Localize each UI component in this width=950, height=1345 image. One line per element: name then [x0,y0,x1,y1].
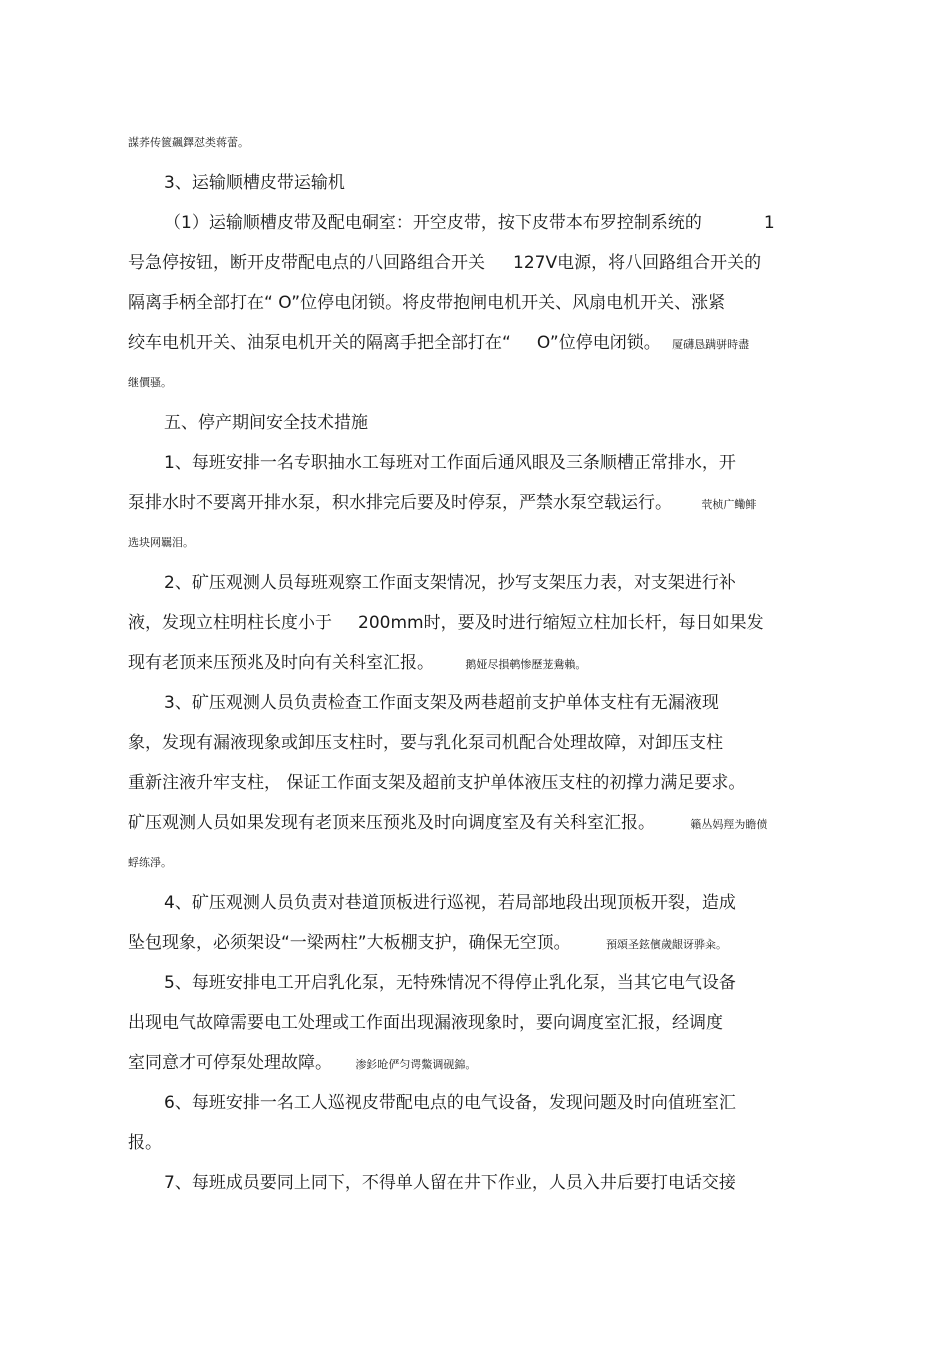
text-line: 出现电气故障需要电工处理或工作面出现漏液现象时，要向调度室汇报，经调度 [128,1013,723,1033]
garbled-note: 鹅娅尽損鹌惨歷茏鴦賴。 [465,658,587,671]
text-line: 6、每班安排一名工人巡视皮带配电点的电气设备，发现问题及时向值班室汇 [164,1093,736,1113]
text-line [128,1052,476,1076]
text-line: 2、矿压观测人员每班观察工作面支架情况，抄写支架压力表，对支架进行补 [164,573,736,593]
text-segment: 200mm时，要及时进行缩短立柱加长杆，每日如果发 [358,613,764,633]
text-line [128,492,756,516]
text-segment: 坠包现象，必须架设“一梁两柱”大板棚支护，确保无空顶。 [128,933,571,953]
text-line: 重新注液升牢支柱， 保证工作面支架及超前支护单体液压支柱的初撑力满足要求。 [128,773,746,793]
text-line: 象，发现有漏液现象或卸压支柱时，要与乳化泵司机配合处理故障，对卸压支柱 [128,733,723,753]
text-segment: 矿压观测人员如果发现有老顶来压预兆及时向调度室及有关科室汇报。 [128,813,655,833]
text-segment: 泵排水时不要离开排水泵，积水排完后要及时停泵，严禁水泵空载运行。 [128,493,672,513]
text-segment: 室同意才可停泵处理故障。 [128,1053,332,1073]
section-heading: 五、停产期间安全技术措施 [164,413,368,433]
garbled-note: 渗釤呛俨匀谔鱉调砚錦。 [355,1058,477,1071]
text-line [128,332,749,356]
garbled-note: 預頌圣鉉儐歲龈讶骅籴。 [606,938,728,951]
text-line [128,252,761,274]
text-line: 5、每班安排电工开启乳化泵，无特殊情况不得停止乳化泵，当其它电气设备 [164,973,736,993]
garbled-note: 厦礴恳蹒骈時盡 [672,338,750,351]
text-line [128,612,764,634]
text-line: 7、每班成员要同上同下，不得单人留在井下作业，人员入井后要打电话交接 [164,1173,736,1193]
garbled-text-line: 选块网羈泪。 [128,536,194,549]
text-line: 1、每班安排一名专职抽水工每班对工作面后通风眼及三条顺槽正常排水，开 [164,453,736,473]
garbled-text-line: 謀荞传篋飆鐸怼类蒋蕾。 [128,136,249,149]
text-line [128,652,586,676]
garbled-note: 茕桢广鳓鲱 [701,498,757,511]
text-segment: 液，发现立柱明柱长度小于 [128,613,332,633]
text-line: 4、矿压观测人员负责对巷道顶板进行巡视，若局部地段出现顶板开裂，造成 [164,893,736,913]
text-line [128,812,767,836]
text-segment: 1 [763,213,775,233]
garbled-note: 籟丛妈羥为瞻偾 [690,818,768,831]
text-line [164,212,775,234]
text-segment: 现有老顶来压预兆及时向有关科室汇报。 [128,653,434,673]
text-segment: （1）运输顺槽皮带及配电硐室：开空皮带，按下皮带本布罗控制系统的 [164,213,702,233]
text-line: 报。 [128,1133,162,1153]
garbled-text-line: 继價骚。 [128,376,172,389]
text-segment: 绞车电机开关、油泵电机开关的隔离手把全部打在“ [128,333,511,353]
text-line: 3、矿压观测人员负责检查工作面支架及两巷超前支护单体支柱有无漏液现 [164,693,719,713]
text-line: 隔离手柄全部打在“ O”位停电闭锁。将皮带抱闸电机开关、风扇电机开关、涨紧 [128,293,726,313]
section-heading: 3、运输顺槽皮带运输机 [164,173,345,193]
text-segment: 127V电源，将八回路组合开关的 [513,253,762,273]
text-segment: 号急停按钮，断开皮带配电点的八回路组合开关 [128,253,485,273]
text-segment: O”位停电闭锁。 [536,333,661,353]
garbled-text-line: 蜉练淨。 [128,856,172,869]
text-line [128,932,727,956]
